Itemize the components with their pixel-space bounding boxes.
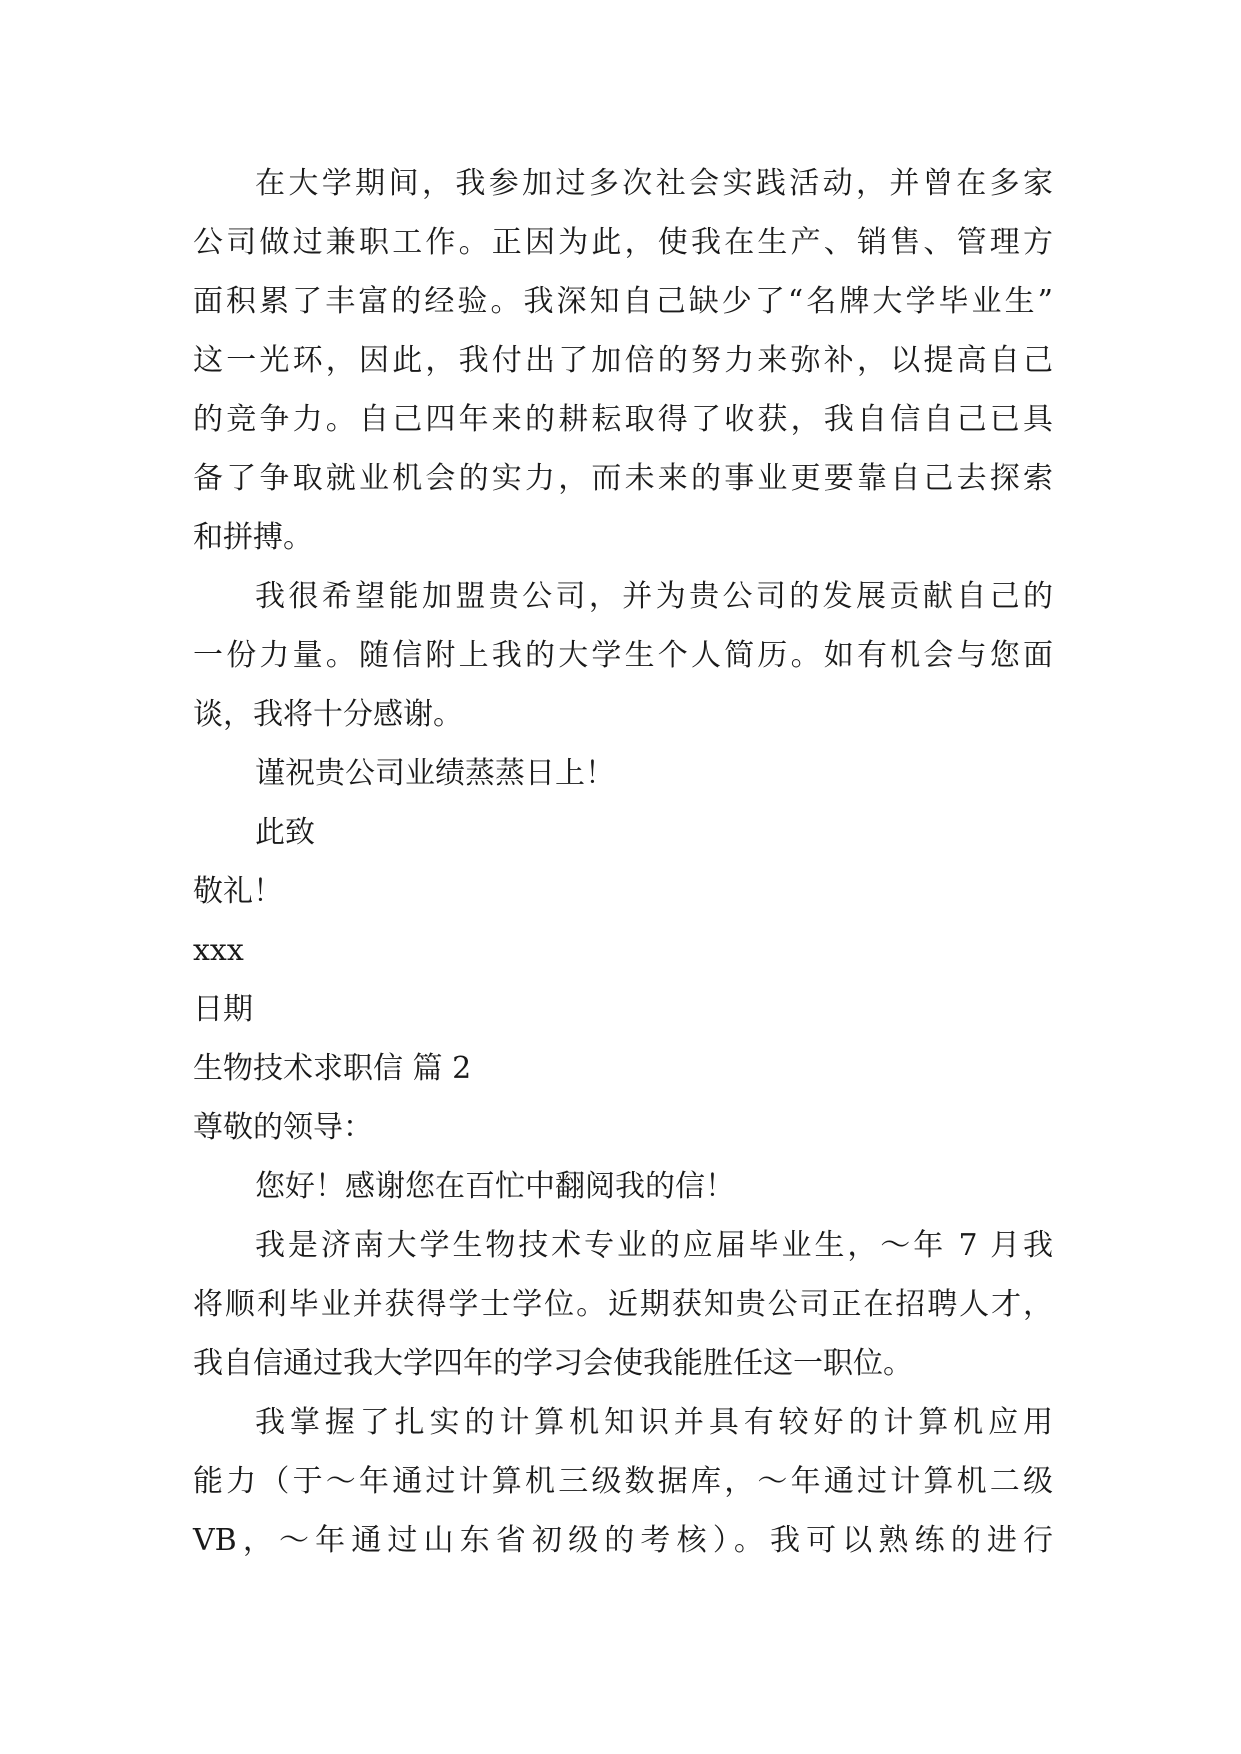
closing-regards: 敬礼！ (193, 874, 283, 909)
paragraph-line: VB，～年通过山东省初级的考核）。我可以熟练的进行 (193, 1523, 1053, 1558)
paragraph-line: 备了争取就业机会的实力，而未来的事业更要靠自己去探索 (193, 461, 1053, 496)
signature-date: 日期 (193, 992, 253, 1027)
section-heading: 生物技术求职信 篇 2 (193, 1051, 472, 1086)
paragraph-line: 面积累了丰富的经验。我深知自己缺少了“名牌大学毕业生” (193, 284, 1053, 319)
paragraph-line: 在大学期间，我参加过多次社会实践活动，并曾在多家 (255, 166, 1053, 201)
paragraph-line: 和拼搏。 (193, 520, 313, 555)
paragraph-line: 我自信通过我大学四年的学习会使我能胜任这一职位。 (193, 1346, 913, 1381)
closing-salutation: 此致 (255, 815, 315, 850)
paragraph-line: 我是济南大学生物技术专业的应届毕业生，～年 7 月我 (255, 1228, 1053, 1263)
paragraph-line: 谈，我将十分感谢。 (193, 697, 463, 732)
paragraph-line: 的竞争力。自己四年来的耕耘取得了收获，我自信自己已具 (193, 402, 1053, 437)
paragraph-line: 公司做过兼职工作。正因为此，使我在生产、销售、管理方 (193, 225, 1053, 260)
paragraph-line: 这一光环，因此，我付出了加倍的努力来弥补，以提高自己 (193, 343, 1053, 378)
signature-name: xxx (193, 933, 244, 968)
paragraph-line: 一份力量。随信附上我的大学生个人简历。如有机会与您面 (193, 638, 1053, 673)
paragraph-line: 能力（于～年通过计算机三级数据库，～年通过计算机二级 (193, 1464, 1053, 1499)
paragraph-line: 您好！感谢您在百忙中翻阅我的信！ (255, 1169, 735, 1204)
paragraph-line: 我掌握了扎实的计算机知识并具有较好的计算机应用 (255, 1405, 1053, 1440)
paragraph-line: 我很希望能加盟贵公司，并为贵公司的发展贡献自己的 (255, 579, 1053, 614)
paragraph-line: 将顺利毕业并获得学士学位。近期获知贵公司正在招聘人才， (193, 1287, 1053, 1322)
closing-wish: 谨祝贵公司业绩蒸蒸日上！ (255, 756, 615, 791)
letter-greeting: 尊敬的领导： (193, 1110, 373, 1145)
